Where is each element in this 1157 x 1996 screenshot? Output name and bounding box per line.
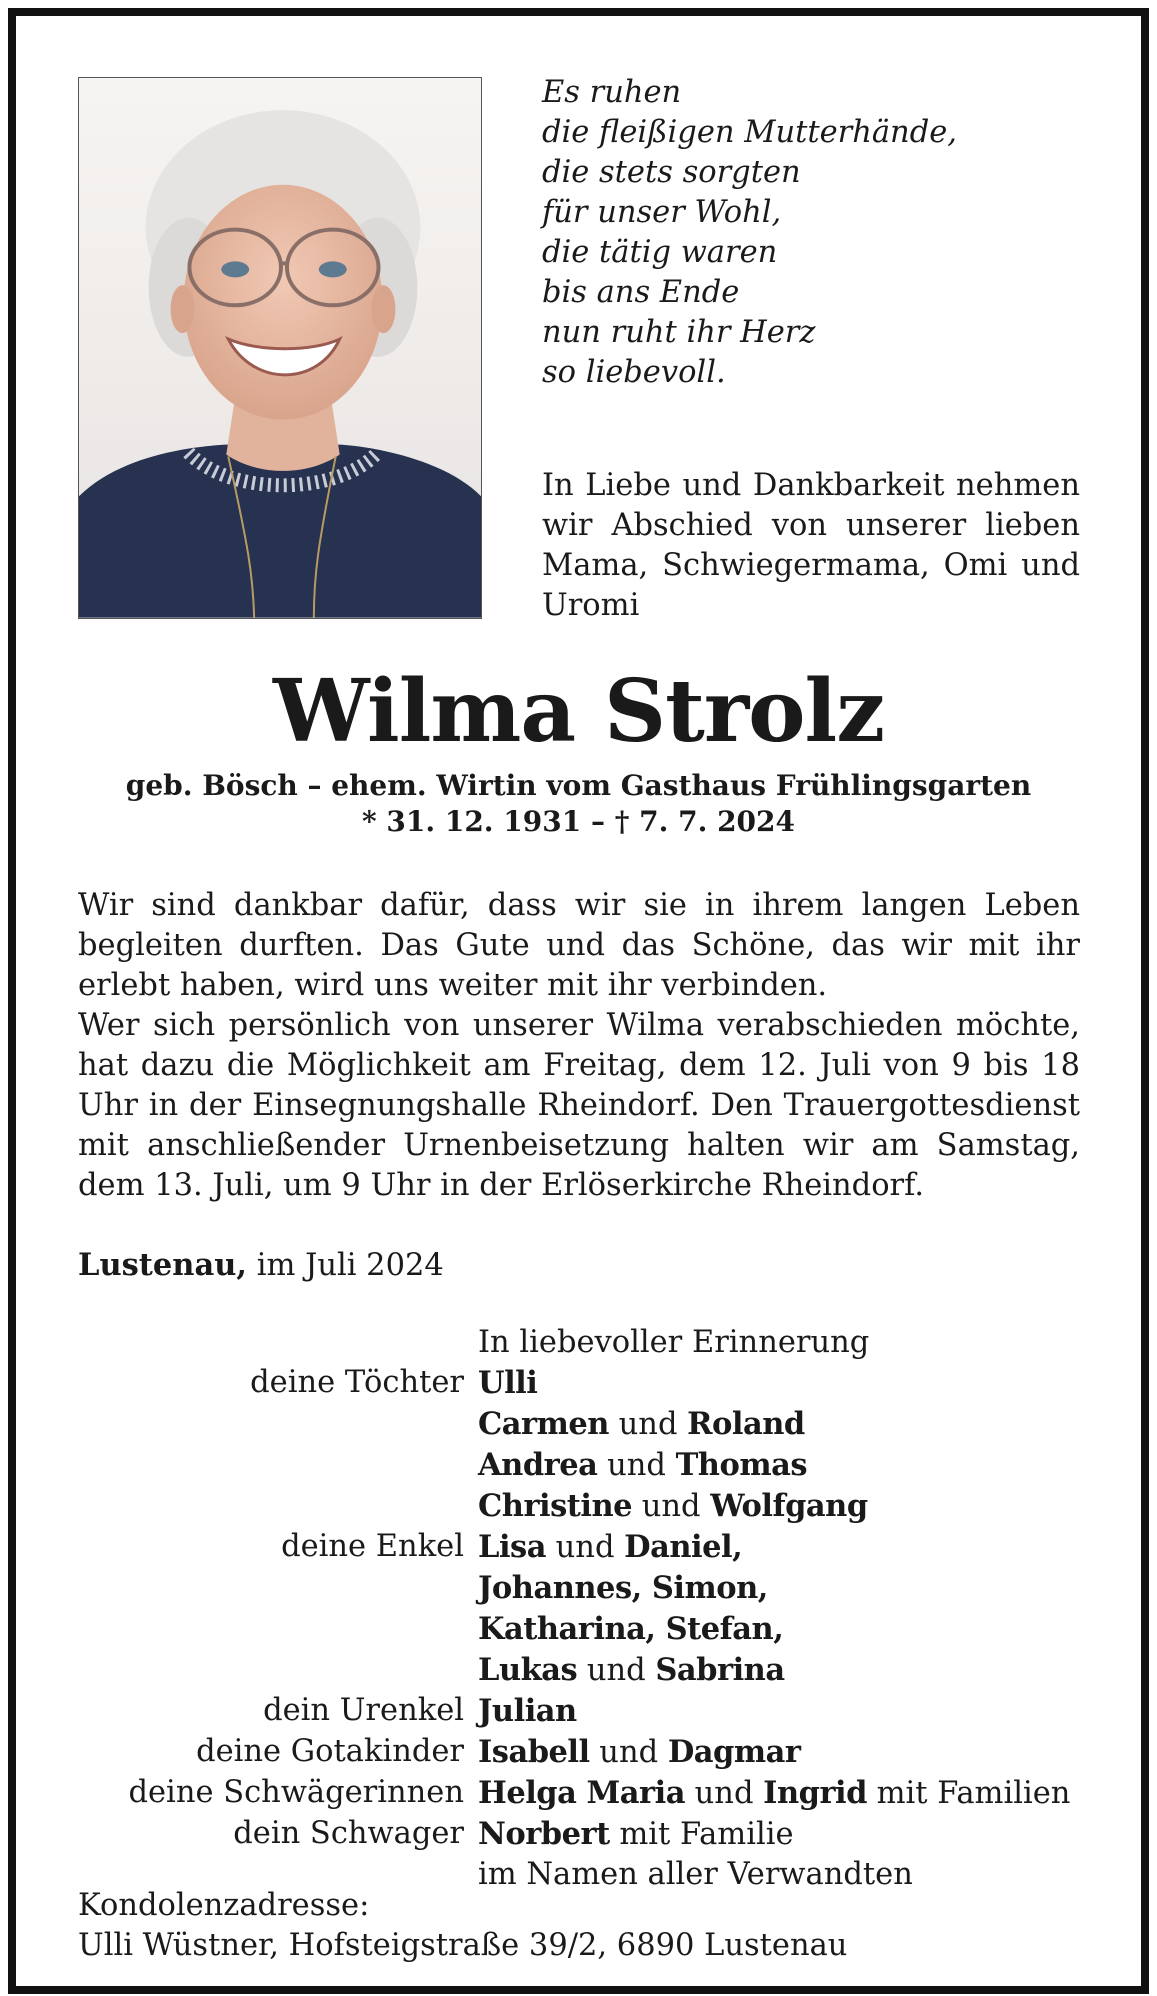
poem-line: so liebevoll. [542, 355, 726, 390]
family-names [478, 1404, 805, 1445]
place: Lustenau, [78, 1247, 248, 1283]
family-connector-text: und [545, 1530, 625, 1565]
family-row [78, 1486, 1080, 1527]
family-member-name: Norbert [478, 1816, 610, 1852]
subtitle-block [0, 768, 1157, 840]
family-relation-label [78, 1568, 478, 1609]
poem-line: die fleißigen Mutterhände, [542, 115, 957, 150]
family-member-name: Johannes, Simon, [478, 1570, 768, 1606]
family-names [478, 1486, 868, 1527]
family-names [478, 1445, 807, 1486]
family-relation-label: deine Schwägerinnen [128, 1775, 464, 1810]
family-names [478, 1691, 577, 1732]
poem-line: die tätig waren [542, 235, 778, 270]
family-row [78, 1732, 1080, 1773]
family-member-name: Katharina, Stefan, [478, 1611, 784, 1647]
family-member-name: Julian [478, 1693, 577, 1729]
family-connector-text: und [684, 1776, 764, 1811]
family-row [78, 1691, 1080, 1732]
place-date [78, 1245, 444, 1286]
family-relation-label [78, 1404, 478, 1445]
family-relation-label [78, 1650, 478, 1691]
family-row [78, 1363, 1080, 1404]
family-row [78, 1773, 1080, 1814]
family-names [478, 1732, 800, 1773]
date: im Juli 2024 [256, 1248, 444, 1283]
family-connector-text: mit Familie [609, 1817, 794, 1852]
family-member-name: Christine [478, 1488, 633, 1524]
intro-text: In Liebe und Dankbarkeit nehmen wir Abschied von unserer lieben Mama, Schwiegermama, Omi und Uromi [542, 468, 1080, 623]
family-row [78, 1527, 1080, 1568]
family-connector-text: mit Familien [866, 1776, 1071, 1811]
family-row [78, 1445, 1080, 1486]
family-member-name: Ingrid [763, 1775, 867, 1811]
family-row [78, 1404, 1080, 1445]
family-row [78, 1568, 1080, 1609]
family-names [478, 1568, 768, 1609]
family-member-name: Thomas [675, 1447, 808, 1483]
life-dates: * 31. 12. 1931 – † 7. 7. 2024 [361, 805, 795, 838]
family-member-name: Dagmar [667, 1734, 801, 1770]
family-member-name: Isabell [478, 1734, 590, 1770]
family-member-name: Carmen [478, 1406, 609, 1442]
family-relation-label: deine Töchter [250, 1365, 464, 1400]
family-names [478, 1650, 785, 1691]
family-names [478, 1363, 537, 1404]
poem-line: Es ruhen [542, 75, 682, 110]
family-names [478, 1609, 783, 1650]
family-connector-text: im Namen aller Verwandten [478, 1857, 913, 1892]
family-names [478, 1773, 1070, 1814]
family-relation-label: dein Urenkel [263, 1693, 464, 1728]
condolence-address-line: Ulli Wüstner, Hofsteigstraße 39/2, 6890 Lustenau [78, 1928, 848, 1963]
subtitle: geb. Bösch – ehem. Wirtin vom Gasthaus Frühlingsgarten [125, 769, 1032, 802]
poem-line: bis ans Ende [542, 275, 740, 310]
family-relation-label [78, 1609, 478, 1650]
family-connector-text: und [632, 1489, 711, 1524]
family-row [78, 1814, 1080, 1855]
family-row [78, 1323, 1080, 1363]
family-names [478, 1323, 869, 1363]
family-relation-label [78, 1486, 478, 1527]
poem-line: die stets sorgten [542, 155, 801, 190]
body-paragraph: Wer sich persönlich von unserer Wilma verabschieden möchte, hat dazu die Möglichkeit am Freitag, dem 12. Juli von 9 bis 18 Uhr in der Einsegnungshalle Rheindorf. Den Trauergottesdienst mit anschließender Urnenbeisetzung halten wir am Samstag, dem 13. Juli, um 9 Uhr in der Erlöserkirche Rheindorf. [78, 1008, 1080, 1203]
family-member-name: Helga Maria [478, 1775, 685, 1811]
condolence-address [78, 1886, 847, 1966]
deceased-name: Wilma Strolz [272, 661, 885, 762]
family-member-name: Roland [687, 1406, 805, 1442]
poem-line: nun ruht ihr Herz [542, 315, 816, 350]
family-member-name: Wolfgang [710, 1488, 868, 1524]
family-relation-label: deine Gotakinder [196, 1734, 464, 1769]
family-connector-text: und [577, 1653, 656, 1688]
portrait-illustration [79, 78, 481, 618]
body-paragraph: Wir sind dankbar dafür, dass wir sie in ihrem langen Leben begleiten durften. Das Gute und das Schöne, das wir mit ihr erlebt haben, wird uns weiter mit ihr verbinden. [78, 888, 1080, 1003]
family-row [78, 1609, 1080, 1650]
family-connector-text: In liebevoller Erinnerung [478, 1325, 870, 1360]
family-names [478, 1814, 794, 1855]
condolence-heading: Kondolenzadresse: [78, 1888, 370, 1923]
poem-line: für unser Wohl, [542, 195, 782, 230]
family-member-name: Lisa [478, 1529, 546, 1565]
family-member-name: Andrea [478, 1447, 598, 1483]
family-member-name: Lukas [478, 1652, 578, 1688]
family-relation-label: deine Enkel [281, 1529, 464, 1564]
family-relation-label [78, 1445, 478, 1486]
family-member-name: Sabrina [655, 1652, 785, 1688]
family-relation-label [78, 1323, 478, 1363]
family-list [78, 1323, 1080, 1895]
portrait-photo [78, 77, 482, 619]
body-text [78, 886, 1080, 1206]
family-member-name: Daniel, [624, 1529, 743, 1565]
family-names [478, 1527, 742, 1568]
family-connector-text: und [597, 1448, 676, 1483]
family-connector-text: und [589, 1735, 668, 1770]
family-member-name: Ulli [478, 1365, 538, 1401]
family-row [78, 1650, 1080, 1691]
family-connector-text: und [608, 1407, 688, 1442]
family-relation-label: dein Schwager [233, 1816, 464, 1851]
poem [542, 73, 957, 393]
